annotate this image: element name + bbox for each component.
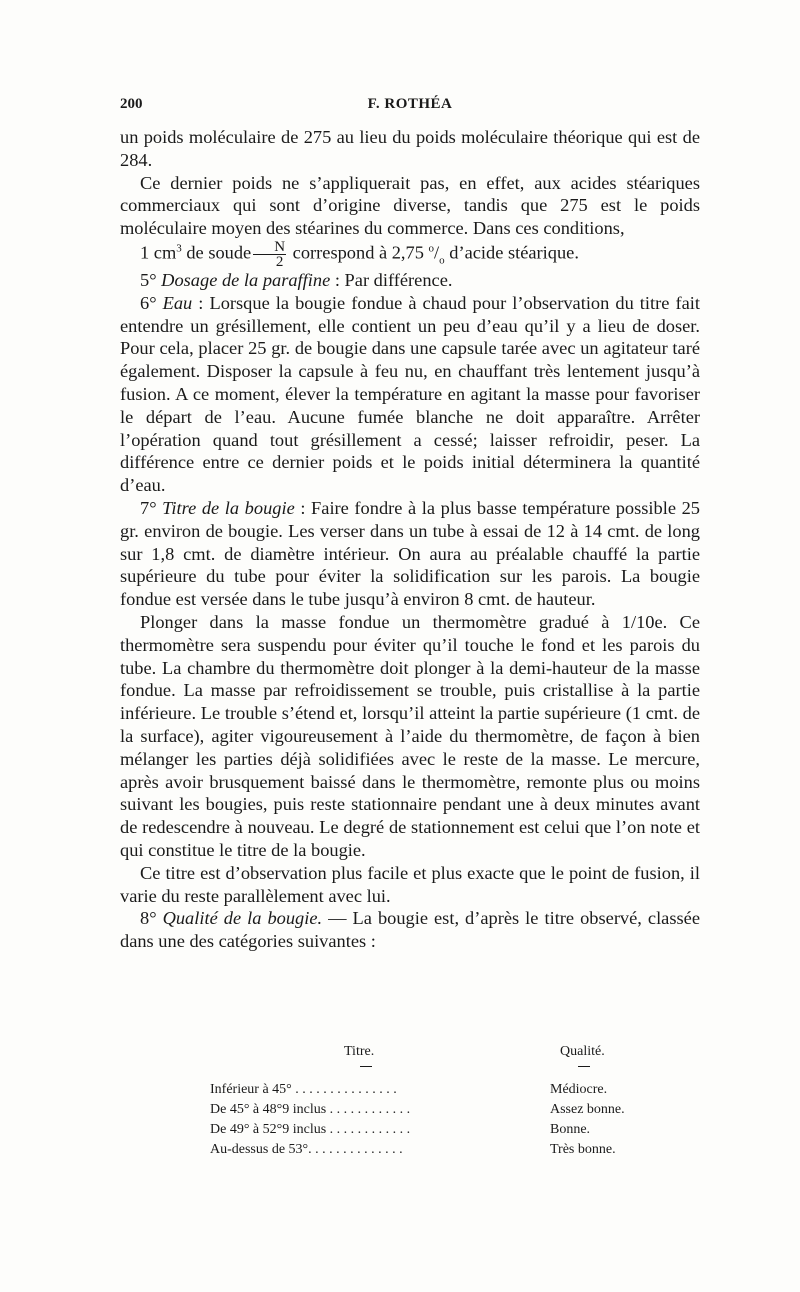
section-number: 5°: [140, 269, 157, 290]
paragraph-qualite: [120, 907, 700, 953]
text-run: : Par différence.: [330, 269, 453, 290]
table-header: [210, 1044, 650, 1082]
header-rule: [360, 1066, 372, 1067]
paragraph-eau: [120, 292, 700, 497]
table-row: [210, 1142, 650, 1162]
cell-titre: De 49° à 52°9 inclus . . . . . . . . . . . .: [210, 1122, 411, 1137]
percent-superscript: o: [428, 242, 435, 255]
paragraph-titre: [120, 497, 700, 611]
text-run: de soude: [181, 242, 252, 263]
column-header-titre: Titre.: [344, 1044, 375, 1059]
cell-titre: Au-dessus de 53°. . . . . . . . . . . . . .: [210, 1142, 403, 1157]
fraction-denominator: 2: [275, 253, 284, 270]
text-run: d’acide stéarique.: [444, 242, 579, 263]
quality-table: [210, 1044, 650, 1162]
text-run: 1 cm: [140, 242, 177, 263]
text-run: : Lorsque la bougie fondue à chaud pour l’observation du titre fait entendre un grésillement, elle contient un peu d’eau qu’il y a lieu de doser. Pour cela, placer 25 gr. de bougie dans une capsule tarée avec un agitateur taré également. Disposer la capsule à feu nu, en chauffant très lentement jusqu’à fusion. A ce moment, élever la température en agitant la masse pour favoriser le départ de l’eau. Aucune fumée blanche ne doit apparaître. Arrêter l’opération quand tout grésillement a cessé; laisser refroidir, peser. La différence entre ce dernier poids et le poids initial déterminera la quantité d’eau.: [120, 292, 700, 496]
section-title: Titre de la bougie: [162, 497, 295, 518]
header-rule: [578, 1066, 590, 1067]
cell-titre: De 45° à 48°9 inclus . . . . . . . . . . . .: [210, 1102, 411, 1117]
fraction: [253, 240, 286, 269]
superscript: 3: [176, 242, 182, 255]
section-number: 8°: [140, 908, 157, 929]
paragraph: Ce titre est d’observation plus facile et plus exacte que le point de fusion, il varie du reste parallèlement avec lui.: [120, 862, 700, 906]
column-header-qualite: Qualité.: [560, 1044, 605, 1059]
paragraph-concentration: [120, 240, 700, 269]
cell-qualite: Très bonne.: [550, 1142, 616, 1157]
section-title: Eau: [162, 292, 193, 313]
fraction-numerator: N: [253, 240, 286, 255]
running-author: F. ROTHÉA: [367, 96, 453, 112]
cell-qualite: Assez bonne.: [550, 1102, 625, 1117]
section-number: 6°: [140, 292, 157, 313]
percent-slash: /: [434, 242, 440, 263]
percent-subscript: o: [439, 254, 445, 267]
section-title: Dosage de la paraffine: [161, 269, 331, 290]
table-row: [210, 1082, 650, 1102]
paragraph: Plonger dans la masse fondue un thermomètre gradué à 1/10e. Ce thermomètre sera suspendu pour éviter qu’il touche le fond et les parois du tube. La chambre du thermomètre doit plonger à la demi-hauteur de la masse fondue. La masse par refroidissement se trouble, puis cristallise à la partie inférieure. Le trouble s’étend et, lorsqu’il atteint la partie supérieure (1 cmt. de la surface), agiter vigoureusement à l’aide du thermomètre, de façon à bien mélanger les parties déjà solidifiées avec le reste de la masse. Le mercure, après avoir brusquement baissé dans le thermomètre, remonte plus ou moins suivant les bougies, puis reste stationnaire pendant une à deux minutes avant de redescendre à nouveau. Le degré de stationnement est celui que l’on note et qui constitue le titre de la bougie.: [120, 611, 700, 860]
cell-titre: Inférieur à 45° . . . . . . . . . . . . . . .: [210, 1082, 397, 1097]
section-number: 7°: [140, 497, 157, 518]
text-run: : Faire fondre à la plus basse température possible 25 gr. environ de bougie. Les verser dans un tube à essai de 12 à 14 cmt. de long sur 1,8 cmt. de diamètre intérieur. On aura au préalable chauffé la partie supérieure du tube pour éviter la solidification sur les parois. La bougie fondue est versée dans le tube jusqu’à environ 8 cmt. de hauteur.: [120, 497, 700, 610]
running-header: [120, 96, 700, 118]
text-run: — La bougie est, d’après le titre observé, classée dans une des catégories suivantes :: [120, 908, 700, 952]
section-title: Qualité de la bougie.: [162, 908, 323, 929]
page-number: 200: [120, 96, 143, 112]
text-run: correspond à 2,75: [288, 242, 429, 263]
paragraph-paraffine: [120, 269, 700, 292]
table-row: [210, 1102, 650, 1122]
paragraph: un poids moléculaire de 275 au lieu du poids moléculaire théorique qui est de 284.: [120, 127, 700, 170]
body-text: [120, 126, 700, 953]
paragraph: Ce dernier poids ne s’appliquerait pas, en effet, aux acides stéariques commerciaux qui sont d’origine diverse, tandis que 275 est le poids moléculaire moyen des stéarines du commerce. Dans ces conditions,: [120, 172, 700, 239]
table-row: [210, 1122, 650, 1142]
cell-qualite: Médiocre.: [550, 1082, 608, 1097]
cell-qualite: Bonne.: [550, 1122, 591, 1137]
